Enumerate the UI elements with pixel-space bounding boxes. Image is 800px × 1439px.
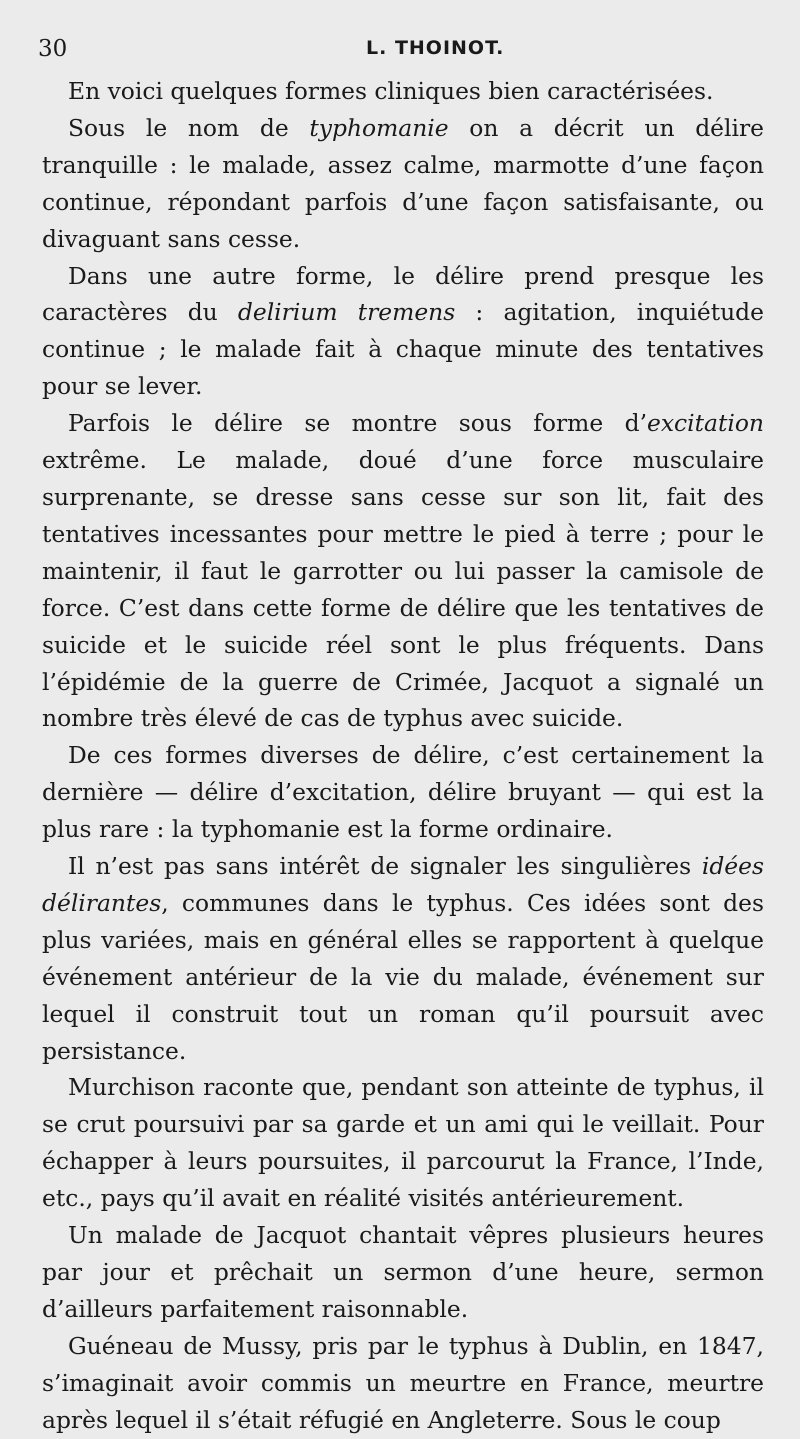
- running-head: L. THOINOT.: [366, 37, 505, 59]
- italic-term: idées délirantes: [42, 852, 764, 917]
- text-run: Murchison raconte que, pendant son atteinte de typhus, il se crut poursuivi par sa garde et un ami qui le veillait. Pour échapper à leurs poursuites, il parcourut la France, l’Inde, etc., pays qu’il avait en réalité visités antérieurement.: [42, 1073, 764, 1213]
- page-number: 30: [38, 36, 68, 62]
- paragraph: [42, 1328, 764, 1439]
- italic-term: typhomanie: [309, 113, 449, 142]
- text-run: extrême. Le malade, doué d’une force musculaire surprenante, se dresse sans cesse sur son lit, fait des tentatives incessantes pour mettre le pied à terre ; pour le maintenir, il faut le garrotter ou lui passer la camisole de force. C’est dans cette forme de délire que les tentatives de suicide et le suicide réel sont le plus fréquents. Dans l’épidémie de la guerre de Crimée, Jacquot a signalé un nombre très élevé de cas de typhus avec suicide.: [42, 446, 764, 733]
- paragraph: [42, 737, 764, 848]
- text-run: Il n’est pas sans intérêt de signaler les singulières: [68, 852, 702, 881]
- text-run: : agitation, inquiétude continue ; le malade fait à chaque minute des tentatives pour se lever.: [42, 298, 764, 401]
- paragraph: [42, 848, 764, 1069]
- paragraph: [42, 1217, 764, 1328]
- paragraph: [42, 405, 764, 737]
- italic-term: excitation: [647, 409, 764, 438]
- text-run: Dans une autre forme, le délire prend presque les caractères du: [42, 261, 764, 327]
- text-run: En voici quelques formes cliniques bien caractérisées.: [68, 77, 714, 105]
- italic-term: delirium tremens: [237, 298, 456, 327]
- paragraph: [42, 258, 764, 406]
- paragraph: [42, 110, 764, 258]
- text-run: , communes dans le typhus. Ces idées sont des plus variées, mais en général elles se rapportent à quelque événement antérieur de la vie du malade, événement sur lequel il construit tout un roman qu’il poursuit avec persistance.: [42, 888, 764, 1065]
- text-run: Un malade de Jacquot chantait vêpres plusieurs heures par jour et prêchait un sermon d’une heure, sermon d’ailleurs parfaitement raisonnable.: [42, 1221, 764, 1323]
- text-run: Guéneau de Mussy, pris par le typhus à Dublin, en 1847, s’imaginait avoir commis un meurtre en France, meurtre après lequel il s’était réfugié en Angleterre. Sous le coup: [42, 1331, 764, 1434]
- text-run: De ces formes diverses de délire, c’est certainement la dernière — délire d’excitation, délire bruyant — qui est la plus rare : la typhomanie est la forme ordinaire.: [42, 741, 764, 844]
- text-run: on a décrit un délire tranquille : le malade, assez calme, marmotte d’une façon continue, répondant parfois d’une façon satisfaisante, ou divaguant sans cesse.: [42, 113, 764, 253]
- text-run: Sous le nom de: [68, 113, 310, 142]
- text-run: Parfois le délire se montre sous forme d’: [68, 409, 647, 438]
- page-header: [38, 36, 760, 76]
- body-text: [42, 73, 764, 1439]
- paragraph: [42, 73, 764, 110]
- paragraph: [42, 1069, 764, 1217]
